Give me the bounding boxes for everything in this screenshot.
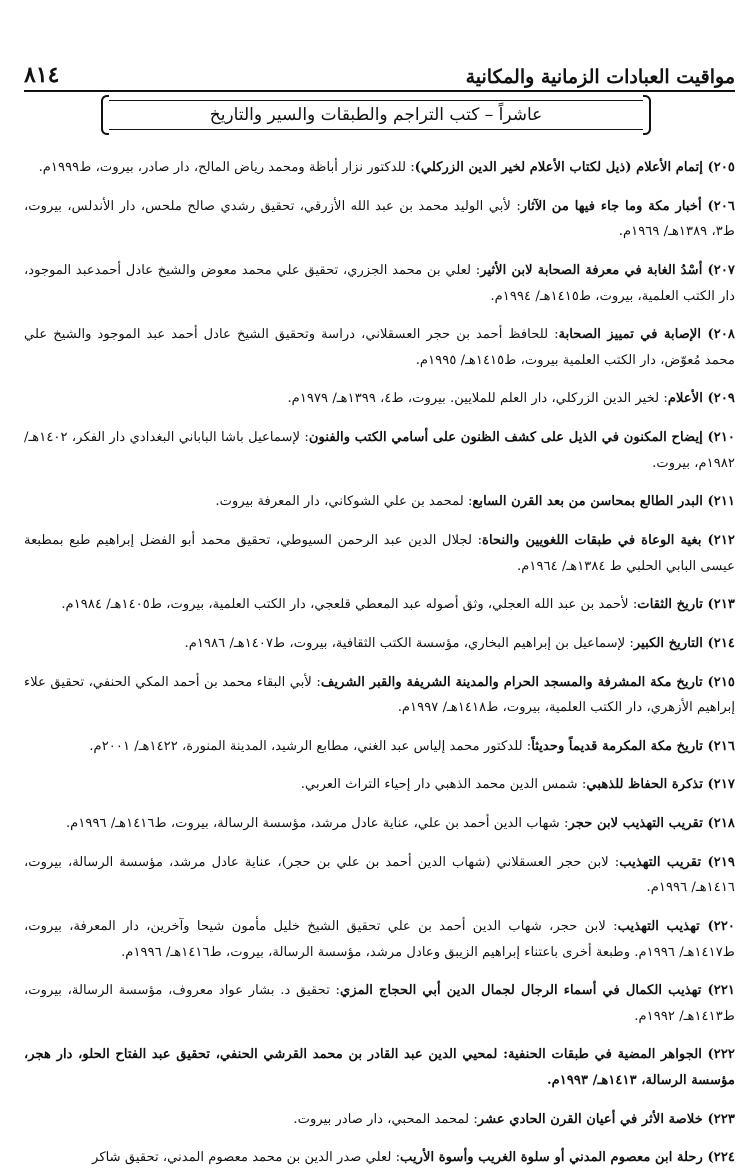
entry-title: أسْدُ الغابة في معرفة الصحابة لابن الأثير (480, 263, 703, 279)
entry-number: ٢٢٣) (702, 1111, 735, 1127)
bibliography-entry (24, 386, 735, 412)
entry-title: تقريب التهذيب (619, 854, 702, 870)
entry-number: ٢١٥) (702, 674, 735, 690)
entry-title: تاريخ الثقات (637, 597, 703, 613)
entry-number: ٢٠٧) (702, 263, 735, 279)
entry-details: : لمحمد المحبي، دار صادر بيروت. (293, 1111, 478, 1127)
entry-details: : للدكتور محمد إلياس عبد الغني، مطابع الرشيد، المدينة المنورة، ١٤٢٢هـ/ ٢٠٠١م. (89, 738, 532, 754)
section-title: عاشراً – كتب التراجم والطبقات والسير والتاريخ (209, 105, 543, 125)
entry-title: الأعلام (667, 391, 703, 407)
entry-title: البدر الطالع بمحاسن من بعد القرن السابع (472, 494, 703, 510)
entry-details: : تحقيق د. بشار عواد معروف، مؤسسة الرسالة، بيروت، ط١٤١٣هـ/ ١٩٩٢م. (24, 983, 735, 1024)
bibliography-entry (24, 322, 735, 373)
entry-details: : للدكتور نزار أباظة ومحمد رياض المالح، دار صادر، بيروت، ط١٩٩٩م. (38, 160, 415, 176)
entry-details: : شهاب الدين أحمد بن علي، عناية عادل مرشد، مؤسسة الرسالة، بيروت، ط١٤١٦هـ/ ١٩٩٦م. (65, 816, 569, 832)
bibliography-entry (24, 425, 735, 476)
bibliography-entry (24, 1107, 735, 1133)
bibliography-entry (24, 978, 735, 1029)
bibliography-entry (24, 670, 735, 721)
entry-details: : لإسماعيل باشا الباباني البغدادي دار الفكر، ١٤٠٢هـ/ ١٩٨٢م، بيروت. (24, 430, 735, 471)
entry-details: : لأبي البقاء محمد بن أحمد المكي الحنفي، تحقيق علاء إبراهيم الأزهري، دار الكتب العلمية، بيروت، ط١٤١٨هـ/ ١٩٩٧م. (24, 674, 735, 716)
entry-title: بغية الوعاة في طبقات اللغويين والنحاة (482, 533, 702, 548)
entry-title: تهذيب التهذيب (617, 919, 700, 934)
entry-title: أخبار مكة وما جاء فيها من الآثار (520, 198, 702, 214)
entry-number: ٢١١) (702, 494, 735, 510)
entry-number: ٢٢٢) (701, 1047, 735, 1063)
entry-details: : للحافظ أحمد بن حجر العسقلاني، دراسة وتحقيق الشيخ عادل أحمد عبد الموجود والشيخ علي محمد مُعوّض، دار الكتب العلمية بيروت، ط١٤١٥هـ/ ١٩٩٥م. (24, 327, 735, 368)
entry-details: : لجلال الدين عبد الرحمن السيوطي، تحقيق محمد أبو الفضل إبراهيم طبع بمطبعة عيسى البابي الحلبي ط ١٣٨٤هـ/ ١٩٦٤م. (24, 533, 735, 574)
entry-number: ٢٠٩) (702, 391, 735, 407)
page-header (24, 60, 735, 92)
entry-number: ٢١٩) (701, 854, 735, 870)
bibliography-entry (24, 914, 735, 965)
entry-title: الجواهر المضية في طبقات الحنفية (507, 1047, 702, 1063)
entry-title: تذكرة الحفاظ للذهبي (586, 777, 703, 793)
entry-number: ٢٢٤) (702, 1150, 735, 1166)
entry-number: ٢٠٥) (702, 160, 735, 176)
entry-number: ٢١٤) (702, 635, 735, 651)
entry-details: : لابن حجر، شهاب الدين أحمد بن علي تحقيق الشيخ خليل مأمون شيحا وآخرين، دار المعرفة، بيروت، ط١٤١٧هـ/ ١٩٩٦م. وطبعة أخرى باعتناء إبراهيم الزيبق وعادل مرشد، مؤسسة الرسالة، بيروت، ط١٤١٦هـ/ ١٩٩٦م. (24, 919, 735, 960)
bibliography-list (24, 142, 735, 1175)
bibliography-entry (24, 734, 735, 760)
entry-details: : لعلي صدر الدين بن محمد معصوم المدني، تحقيق شاكر (92, 1150, 401, 1166)
entry-title: التاريخ الكبير (633, 635, 703, 651)
page-number: ٨١٤ (24, 62, 60, 88)
bibliography-entry (24, 1145, 735, 1171)
entry-title: إيضاح المكنون في الذيل على كشف الظنون على أسامي الكتب والفنون (308, 430, 703, 446)
bibliography-entry (24, 811, 735, 837)
bibliography-entry (24, 528, 735, 579)
entry-number: ٢١٠) (702, 430, 735, 446)
bibliography-entry (24, 258, 735, 309)
entry-number: ٢١٧) (702, 777, 735, 793)
entry-details: : لعلي بن محمد الجزري، تحقيق علي محمد معوض والشيخ عادل أحمدعبد الموجود، دار الكتب العلمية، بيروت، ط١٤١٥هـ/ ١٩٩٤م. (24, 263, 735, 304)
entry-number: ٢٠٦) (701, 198, 735, 214)
entry-details: : لمحمد بن علي الشوكاني، دار المعرفة بيروت. (215, 494, 473, 510)
bibliography-entry (24, 592, 735, 618)
entry-details: : لأبي الوليد محمد بن عبد الله الأزرقي، تحقيق رشدي صالح ملحس، دار الأندلس، بيروت، ط٣، ١٣٨٩هـ/ ١٩٦٩م. (24, 198, 735, 240)
entry-number: ٢٢١) (701, 983, 735, 999)
entry-details: : لأحمد بن عبد الله العجلي، وثق أصوله عبد المعطي قلعجي، دار الكتب العلمية، بيروت، ط١٤٠٥هـ/ ١٩٨٤م. (61, 597, 638, 613)
entry-number: ٢٢٠) (699, 919, 735, 934)
entry-title: رحلة ابن معصوم المدني أو سلوة الغريب وأسوة الأريب (400, 1150, 703, 1166)
entry-number: ٢١٢) (701, 533, 735, 548)
entry-details: : لخير الدين الزركلي، دار العلم للملايين. بيروت، ط٤، ١٣٩٩هـ/ ١٩٧٩م. (287, 391, 668, 407)
entry-details: : لمحيي الدين عبد القادر بن محمد القرشي الحنفي، تحقيق عبد الفتاح الحلو، دار هجر، مؤسسة الرسالة، ١٤١٣هـ/ ١٩٩٣م. (24, 1047, 735, 1088)
entry-title: تهذيب الكمال في أسماء الرجال لجمال الدين أبي الحجاج المزي (340, 983, 702, 999)
bibliography-entry (24, 489, 735, 515)
entry-title: تاريخ مكة المكرمة قديماً وحديثاً (531, 738, 703, 754)
entry-number: ٢١٣) (702, 597, 735, 613)
entry-number: ٢٠٨) (701, 327, 735, 343)
entry-title: تاريخ مكة المشرفة والمسجد الحرام والمدينة الشريفة والقبر الشريف (320, 674, 703, 690)
entry-number: ٢١٦) (702, 738, 735, 754)
bibliography-entry (24, 194, 735, 245)
bibliography-entry (24, 631, 735, 657)
entry-title: الإصابة في تمييز الصحابة (558, 327, 702, 343)
entry-number: ٢١٨) (702, 816, 735, 832)
bibliography-entry (24, 155, 735, 181)
entry-details: : لإسماعيل بن إبراهيم البخاري، مؤسسة الكتب الثقافية، بيروت، ط١٤٠٧هـ/ ١٩٨٦م. (184, 635, 634, 651)
entry-title: تقريب التهذيب لابن حجر (568, 816, 703, 832)
bibliography-entry (24, 1042, 735, 1093)
running-title: مواقيت العبادات الزمانية والمكانية (465, 66, 735, 88)
entry-title: إتمام الأعلام (ذيل لكتاب الأعلام لخير الدين الزركلي) (414, 160, 703, 176)
entry-title: خلاصة الأثر في أعيان القرن الحادي عشر (477, 1111, 703, 1127)
bibliography-entry (24, 772, 735, 798)
entry-details: : شمس الدين محمد الذهبي دار إحياء التراث العربي. (300, 777, 587, 793)
section-heading-frame (108, 100, 644, 130)
bibliography-entry (24, 850, 735, 901)
entry-details: : لابن حجر العسقلاني (شهاب الدين أحمد بن علي بن حجر)، عناية عادل مرشد، مؤسسة الرسالة، بيروت، ١٤١٦هـ/ ١٩٩٦م. (24, 854, 735, 896)
